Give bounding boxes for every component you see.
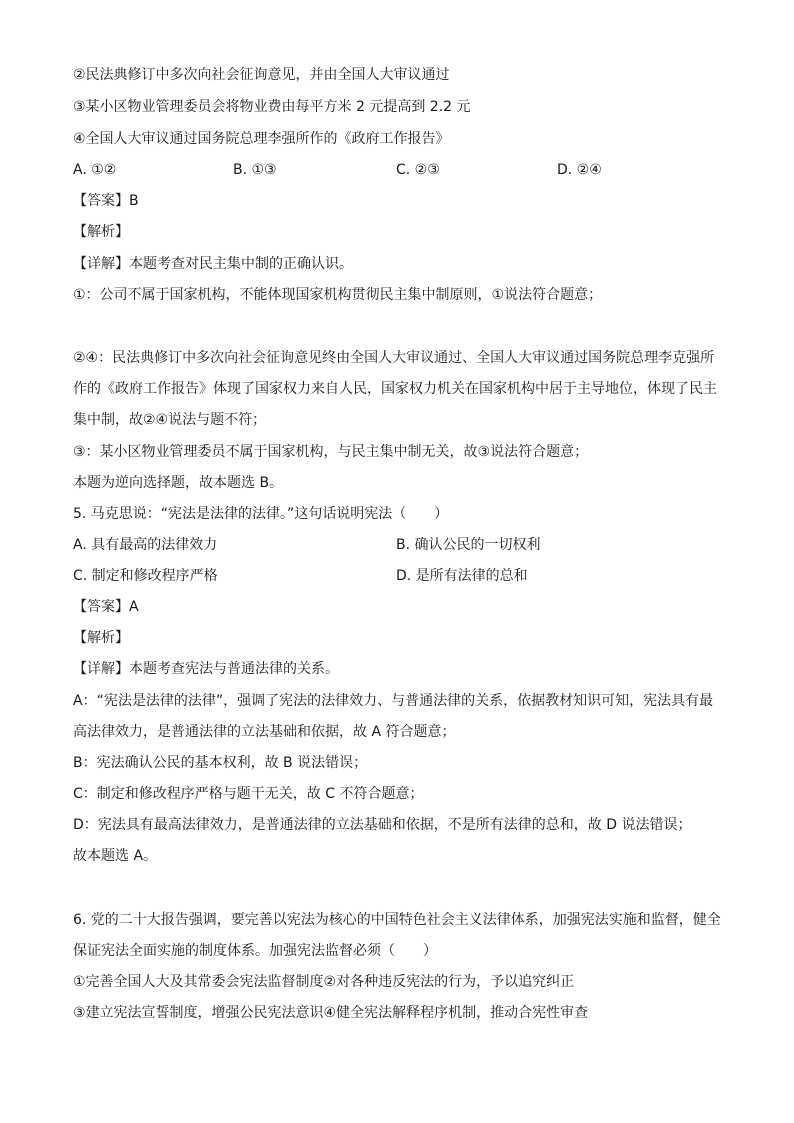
q5-option-c: C. 制定和修改程序严格 xyxy=(73,568,218,584)
q5-analysis-heading: 【解析】 xyxy=(73,630,129,646)
q5-answer: 【答案】A xyxy=(73,599,139,615)
q5-option-a: A. 具有最高的法律效力 xyxy=(73,537,218,553)
q6-items-line2: ③建立宪法宣誓制度，增强公民宪法意识④健全宪法解释程序机制，推动合宪性审查 xyxy=(73,1005,589,1021)
q4-conclusion: 本题为逆向选择题，故本题选 B。 xyxy=(73,475,284,491)
q5-detail: 【详解】本题考查宪法与普通法律的关系。 xyxy=(73,661,339,677)
q4-option-a: A. ①② xyxy=(73,162,117,178)
q5-explanation-a-line2: 高法律效力，是普通法律的立法基础和依据，故 A 符合题意； xyxy=(73,724,456,740)
q4-explanation-24-line1: ②④：民法典修订中多次向社会征询意见终由全国人大审议通过、全国人大审议通过国务院总理李克强所 xyxy=(73,350,715,366)
q6-stem-line1: 6. 党的二十大报告强调，要完善以宪法为核心的中国特色社会主义法律体系，加强宪法实施和监督，健全 xyxy=(73,912,721,928)
q4-explanation-1: ①：公司不属于国家机构，不能体现国家机构贯彻民主集中制原则，①说法符合题意； xyxy=(73,287,603,303)
q4-analysis-heading: 【解析】 xyxy=(73,224,129,240)
q4-explanation-24-line2: 作的《政府工作报告》体现了国家权力来自人民，国家权力机关在国家机构中居于主导地位，体现了民主 xyxy=(73,381,717,397)
q5-stem: 5. 马克思说：“宪法是法律的法律。”这句话说明宪法（ ） xyxy=(73,506,449,522)
q4-answer: 【答案】B xyxy=(73,193,139,209)
q4-item-4: ④全国人大审议通过国务院总理李强所作的《政府工作报告》 xyxy=(73,131,450,147)
q4-detail: 【详解】本题考查对民主集中制的正确认识。 xyxy=(73,256,353,272)
q5-explanation-a-line1: A：“宪法是法律的法律”，强调了宪法的法律效力、与普通法律的关系，依据教材知识可知，宪法具有最 xyxy=(73,693,714,709)
q5-option-d: D. 是所有法律的总和 xyxy=(396,568,528,584)
q5-explanation-c: C：制定和修改程序严格与题干无关，故 C 不符合题意； xyxy=(73,786,424,802)
q4-item-3: ③某小区物业管理委员会将物业费由每平方米 2 元提高到 2.2 元 xyxy=(73,99,471,115)
q4-item-2: ②民法典修订中多次向社会征询意见，并由全国人大审议通过 xyxy=(73,67,450,83)
q5-option-b: B. 确认公民的一切权利 xyxy=(396,537,541,553)
q6-items-line1: ①完善全国人大及其常委会宪法监督制度②对各种违反宪法的行为，予以追究纠正 xyxy=(73,974,575,990)
q6-stem-line2: 保证宪法全面实施的制度体系。加强宪法监督必须（ ） xyxy=(73,943,437,959)
q4-option-b: B. ①③ xyxy=(233,162,277,178)
q4-option-d: D. ②④ xyxy=(557,162,602,178)
q5-explanation-b: B：宪法确认公民的基本权利，故 B 说法错误； xyxy=(73,755,368,771)
q4-explanation-24-line3: 集中制，故②④说法与题不符； xyxy=(73,412,267,428)
q4-option-c: C. ②③ xyxy=(396,162,440,178)
q5-explanation-d: D：宪法具有最高法律效力，是普通法律的立法基础和依据，不是所有法律的总和，故 D 说法错误； xyxy=(73,817,692,833)
q4-explanation-3: ③：某小区物业管理委员不属于国家机构，与民主集中制无关，故③说法符合题意； xyxy=(73,444,589,460)
q5-conclusion: 故本题选 A。 xyxy=(73,848,158,864)
